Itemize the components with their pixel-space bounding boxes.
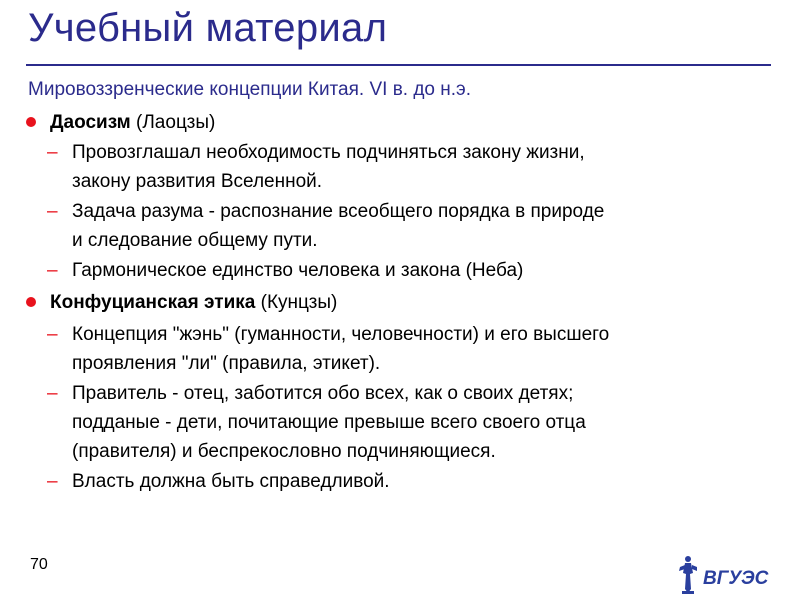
list-item-line: Концепция "жэнь" (гуманности, человечности) и его высшего xyxy=(72,324,610,345)
list-item-line: Власть должна быть справедливой. xyxy=(72,471,390,492)
logo-text: ВГУЭС xyxy=(703,568,769,589)
list-item xyxy=(24,197,774,255)
bullet-confucian-ethics xyxy=(24,288,774,317)
dash-icon: – xyxy=(47,260,58,281)
list-item xyxy=(24,320,774,378)
university-logo xyxy=(676,553,776,595)
bullet-heading-bold: Конфуцианская этика xyxy=(50,292,256,313)
list-item-line: Правитель - отец, заботится обо всех, как о своих детях; xyxy=(72,383,574,404)
list-item-line: Задача разума - распознание всеобщего порядка в природе xyxy=(72,201,605,222)
bullet-daoism xyxy=(24,108,774,137)
list-item-line: проявления "ли" (правила, этикет). xyxy=(72,353,381,374)
list-item-line: подданые - дети, почитающие превыше всего своего отца xyxy=(72,412,586,433)
list-item xyxy=(24,138,774,196)
slide-subtitle: Мировоззренческие концепции Китая. VI в. до н.э. xyxy=(28,79,472,100)
list-item-line: и следование общему пути. xyxy=(72,230,318,251)
list-item xyxy=(24,467,774,496)
list-item-line: Провозглашал необходимость подчиняться закону жизни, xyxy=(72,142,585,163)
slide-content xyxy=(24,108,774,496)
list-item-line: закону развития Вселенной. xyxy=(72,171,323,192)
bullet-heading-bold: Даосизм xyxy=(50,112,131,133)
list-item xyxy=(24,379,774,466)
title-divider xyxy=(26,64,771,66)
dash-icon: – xyxy=(47,142,58,163)
slide-title: Учебный материал xyxy=(28,6,388,50)
list-item-line: (правителя) и беспрекословно подчиняющиеся. xyxy=(72,441,496,462)
dash-icon: – xyxy=(47,383,58,404)
bullet-dot-icon xyxy=(26,297,36,307)
dash-icon: – xyxy=(47,471,58,492)
bullet-heading-rest: (Кунцзы) xyxy=(255,292,338,313)
dash-icon: – xyxy=(47,324,58,345)
list-item-line: Гармоническое единство человека и закона (Неба) xyxy=(72,260,524,281)
dash-icon: – xyxy=(47,201,58,222)
bullet-heading-rest: (Лаоцзы) xyxy=(130,112,216,133)
bullet-dot-icon xyxy=(26,117,36,127)
list-item xyxy=(24,256,774,285)
page-number: 70 xyxy=(30,556,48,573)
